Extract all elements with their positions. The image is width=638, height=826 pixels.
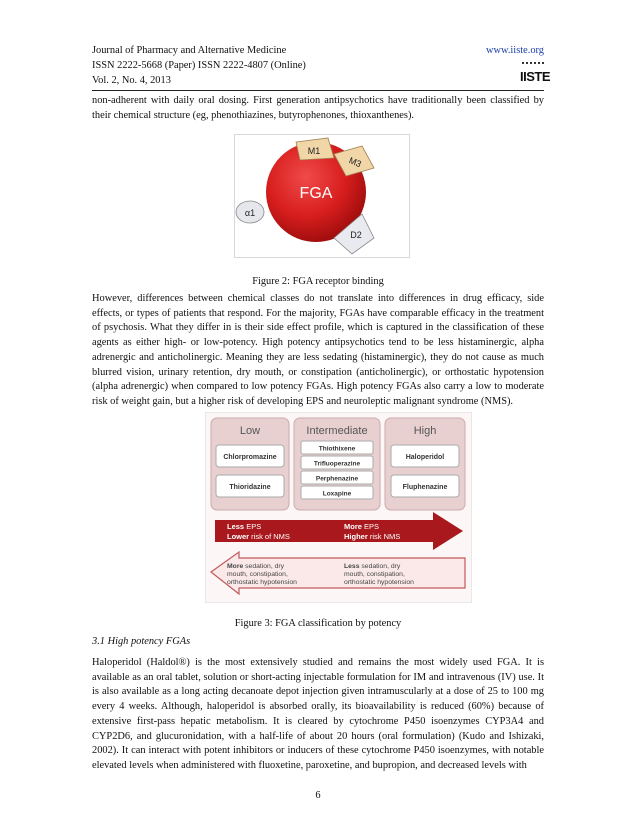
drug-thioridazine: Thioridazine: [229, 484, 271, 491]
right-arrow-left-line1: Less EPS: [227, 522, 262, 531]
intermediate-title: Intermediate: [306, 425, 368, 437]
left-arrow-left-line1: More sedation, dry: [227, 563, 285, 570]
intro-paragraph: non-adherent with daily oral dosing. First generation antipsychotics have traditionally been classified by their chemical structure (eg, phenothiazines, butyrophenones, thioxanthenes).: [92, 95, 544, 121]
d2-label: D2: [350, 230, 362, 240]
section-title: 3.1 High potency FGAs: [92, 636, 191, 647]
left-arrow-left-line2: mouth, constipation,: [227, 571, 288, 578]
left-arrow-left-line3: orthostatic hypotension: [227, 579, 297, 586]
right-arrow-right-line2: Higher risk NMS: [344, 532, 401, 541]
drug-haloperidol: Haloperidol: [405, 454, 445, 461]
right-arrow-left-line2: Lower risk of NMS: [227, 532, 290, 541]
drug-fluphenazine: Fluphenazine: [402, 484, 448, 491]
drug-loxapine: Loxapine: [322, 490, 352, 498]
left-arrow-right-line2: mouth, constipation,: [344, 571, 405, 578]
figure3-caption: Figure 3: FGA classification by potency: [234, 618, 402, 629]
iiste-logo: IISTE: [520, 62, 550, 84]
page-header: [92, 43, 544, 88]
page-number: 6: [315, 790, 321, 801]
journal-url-link[interactable]: www.iiste.org: [485, 45, 544, 56]
low-title: Low: [239, 425, 261, 437]
alpha1-label: α1: [244, 208, 256, 218]
volume-line: Vol. 2, No. 4, 2013: [92, 75, 171, 86]
drug-chlorpromazine: Chlorpromazine: [223, 454, 277, 461]
right-arrow-right-line1: More EPS: [344, 522, 380, 531]
left-arrow-right-line1: Less sedation, dry: [344, 563, 401, 570]
left-arrow-right-line3: orthostatic hypotension: [344, 579, 414, 586]
header-rule: [92, 90, 544, 91]
figure2-caption: Figure 2: FGA receptor binding: [252, 276, 384, 287]
issn-line: ISSN 2222-5668 (Paper) ISSN 2222-4807 (Online): [92, 60, 306, 71]
section-paragraph: Haloperidol (Haldol®) is the most extensively studied and remains the most widely used FGA. It is available as an oral tablet, solution or short-acting injectable formulation for IM and intravenous (IV) use. It is also available as a long acting decanoate depot injection given intramuscularly at a dose of 25 to 100 mg every 4 weeks. Although, haloperidol is absorbed orally, its bioavailability is reduced (60%) because of extensive first-pass hepatic metabolism. It is cleared by cytochrome P450 isoenzymes CYP3A4 and CYP2D6, and glucuronidation, with a half-life of about 20 hours (oral formulation) (Kudo and Ishizaki, 2002). It can interact with potent inhibitors or inducers of these cytochrome P450 isoenzymes, with notable elevated levels when administered with fluoxetine, paroxetine, and bupropion, and decreased levels with: [92, 657, 544, 771]
high-title: High: [413, 425, 437, 437]
fga-potency-figure: [205, 412, 472, 603]
journal-title: Journal of Pharmacy and Alternative Medicine: [92, 45, 287, 56]
m1-label: M1: [307, 146, 321, 156]
m3-label: M3: [347, 155, 363, 170]
drug-perphenazine: Perphenazine: [315, 475, 359, 483]
drug-thiothixene: Thiothixene: [318, 445, 356, 453]
fga-label: FGA: [299, 185, 333, 202]
body-paragraph: However, differences between chemical classes do not translate into differences in drug efficacy, side effects, or types of patients that respond. For the majority, FGAs have comparable efficacy in the treatment of psychosis. What they differ in is their side effect profile, which is captured in the classification of these agents as either high- or low-potency. High potency antipsychotics tend to be less histaminergic, alpha adrenergic and anticholinergic. Meaning they are less sedating (histaminergic), they do not cause as much blurred vision, urinary retention, dry mouth, or constipation (anticholinergic), or orthostatic hypotension (alpha adrenergic) when compared to low potency FGAs. High potency FGAs also carry a low to moderate risk of weight gain, but a higher risk of developing EPS and neuroleptic malignant syndrome (NMS).: [92, 293, 544, 407]
fga-receptor-figure: [234, 134, 410, 258]
drug-trifluoperazine: Trifluoperazine: [313, 460, 361, 468]
